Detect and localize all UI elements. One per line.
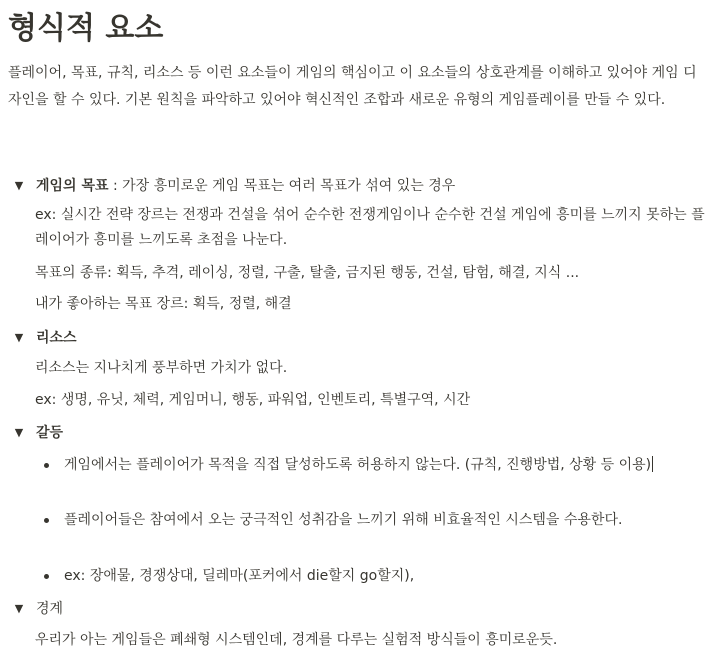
goal-favorite-text[interactable]: 내가 좋아하는 목표 장르: 획득, 정렬, 해결 (35, 296, 292, 312)
triangle-down-icon[interactable]: ▼ (14, 425, 24, 439)
toggle-resource-title: 리소스 (36, 330, 77, 346)
toggle-goal[interactable] (12, 172, 455, 198)
toggle-resource[interactable] (12, 324, 77, 350)
resource-example-text[interactable]: ex: 생명, 유닛, 체력, 게임머니, 행동, 파워업, 인벤토리, 특별구역, 시간 (35, 392, 471, 408)
goal-example-text[interactable]: ex: 실시간 전략 장르는 전쟁과 건설을 섞어 순수한 전쟁게임이나 순수한 건설 게임에 흥미를 느끼지 못하는 플레이어가 흥미를 느끼도록 초점을 나눈다. (35, 207, 705, 248)
conflict-bullet-1-text[interactable]: 게임에서는 플레이어가 목적을 직접 달성하도록 허용하지 않는다. (규칙, 진행방법, 상황 등 이용) (64, 457, 652, 473)
boundary-note-text[interactable]: 우리가 아는 게임들은 폐쇄형 시스템인데, 경계를 다루는 실험적 방식들이 흥미로운듯. (35, 632, 558, 648)
conflict-bullet-2-text[interactable]: 플레이어들은 참여에서 오는 궁극적인 성취감을 느끼기 위해 비효율적인 시스템을 수용한다. (64, 512, 623, 528)
page-title[interactable]: 형식적 요소 (8, 11, 164, 46)
toggle-goal-title: 게임의 목표 (36, 178, 109, 194)
toggle-goal-desc: : 가장 흥미로운 게임 목표는 여러 목표가 섞여 있는 경우 (108, 178, 456, 194)
text-cursor (652, 456, 653, 472)
conflict-bullet-3-text[interactable]: ex: 장애물, 경쟁상대, 딜레마(포커에서 die할지 go할지), (64, 568, 415, 584)
intro-paragraph[interactable]: 플레이어, 목표, 규칙, 리소스 등 이런 요소들이 게임의 핵심이고 이 요소들의 상호관계를 이해하고 있어야 게임 디자인을 할 수 있다. 기본 원칙을 파악하고 있어야 혁신적인 조합과 새로운 유형의 게임플레이를 만들 수 있다. (8, 65, 697, 108)
list-item[interactable] (42, 453, 704, 478)
toggle-boundary[interactable] (12, 595, 63, 621)
conflict-bullet-text[interactable] (64, 453, 704, 478)
bullet-dot-icon (44, 518, 49, 523)
toggle-conflict[interactable] (12, 419, 63, 445)
triangle-down-icon[interactable]: ▼ (14, 601, 24, 615)
goal-types-text[interactable]: 목표의 종류: 획득, 추격, 레이싱, 정렬, 구출, 탈출, 금지된 행동, 건설, 탐험, 해결, 지식 ... (35, 265, 580, 281)
bullet-dot-icon (44, 463, 49, 468)
triangle-down-icon[interactable]: ▼ (14, 178, 24, 192)
list-item[interactable] (42, 508, 704, 533)
resource-note-text[interactable]: 리소스는 지나치게 풍부하면 가치가 없다. (35, 360, 288, 376)
toggle-boundary-title: 경계 (36, 601, 64, 617)
triangle-down-icon[interactable]: ▼ (14, 330, 24, 344)
list-item[interactable] (42, 564, 704, 589)
bullet-dot-icon (44, 574, 49, 579)
toggle-conflict-title: 갈등 (36, 425, 64, 441)
